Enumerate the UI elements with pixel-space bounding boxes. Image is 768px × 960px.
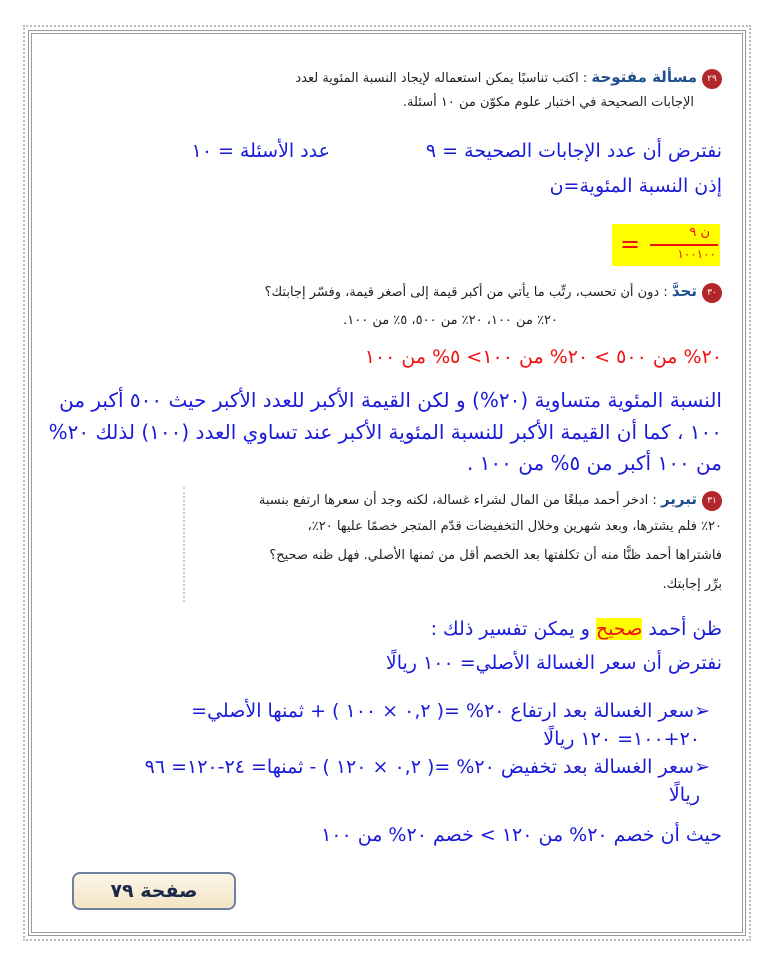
a31-line2: نفترض أن سعر الغسالة الأصلي= ١٠٠ ريالًا	[385, 652, 722, 674]
a31-line5	[145, 756, 710, 778]
q29-number-badge: ٢٩	[702, 69, 722, 89]
decorative-border	[28, 30, 746, 936]
a29-assume-correct: نفترض أن عدد الإجابات الصحيحة = ٩	[425, 140, 722, 162]
q30-text: : دون أن تحسب، رتِّب ما يأتي من أكبر قيمة إلى أصغر قيمة، وفسّر إجابتك؟	[264, 285, 668, 300]
q31-line4: برِّر إجابتك.	[662, 577, 722, 592]
q31-text: : ادخر أحمد مبلغًا من المال لشراء غسالة، لكنه وجد أن سعرها ارتفع بنسبة	[258, 493, 657, 508]
a31-text: ظن أحمد	[648, 618, 722, 640]
q29-line1	[295, 68, 722, 89]
a31-line1	[431, 618, 722, 640]
a30-explain2: ١٠٠ ، كما أن القيمة الأكبر للنسبة المئوية الأكبر عند تساوي العدد (١٠٠) لذلك ٢٠%	[48, 420, 722, 444]
bullet-arrow-icon: ➢	[694, 756, 710, 778]
bullet-arrow-icon: ➢	[694, 700, 710, 722]
q30-line2: ٢٠٪ من ١٠٠، ٢٠٪ من ٥٠٠، ٥٪ من ١٠٠.	[343, 313, 558, 328]
proportion-box	[612, 224, 720, 266]
q31-line1	[259, 490, 722, 511]
q30-number-badge: ٣٠	[702, 283, 722, 303]
a31-highlight-correct: صحيح	[595, 618, 643, 640]
a31-text: و يمكن تفسير ذلك :	[430, 618, 590, 640]
a31-line4: ٢٠+١٠٠= ١٢٠ ريالًا	[543, 728, 700, 750]
a30-order: ٢٠% من ٥٠٠ > ٢٠% من ١٠٠> ٥% من ١٠٠	[364, 346, 722, 368]
q29-keyword: مسألة مفتوحة	[591, 68, 697, 86]
fraction-numerator: ن ٩	[689, 225, 710, 240]
q31-number-badge: ٣١	[702, 491, 722, 511]
q29-line2: الإجابات الصحيحة في اختبار علوم مكوّن من ١٠ أسئلة.	[402, 95, 694, 110]
q30-line1	[265, 282, 722, 303]
a29-percent: إذن النسبة المئوية=ن	[549, 175, 722, 197]
a31-line6: ريالًا	[668, 784, 700, 806]
equals-sign: =	[620, 230, 641, 258]
q31-line3: فاشتراها أحمد ظنًّا منه أن تكلفتها بعد الخصم أقل من ثمنها الأصلي. فهل ظنه صحيح؟	[269, 548, 722, 563]
q29-text: : اكتب تناسبًا يمكن استعماله لإيجاد النسبة المئوية لعدد	[295, 71, 588, 86]
a31-text: سعر الغسالة بعد ارتفاع ٢٠% =( ٠,٢ × ١٠٠ ) + ثمنها الأصلي=	[191, 700, 695, 722]
q30-keyword: تحدَّ	[671, 282, 697, 300]
a31-line7: حيث أن خصم ٢٠% من ١٢٠ > خصم ٢٠% من ١٠٠	[321, 824, 722, 846]
a30-explain1: النسبة المئوية متساوية (٢٠%) و لكن القيمة الأكبر للعدد الأكبر حيث ٥٠٠ أكبر من	[59, 388, 722, 412]
a30-explain3: من ١٠٠ أكبر من ٥% من ١٠٠ .	[466, 451, 722, 475]
q31-keyword: تبرير	[660, 490, 697, 508]
a31-line3	[191, 700, 710, 722]
fraction-denominator: ١٠٠١٠٠	[677, 247, 716, 261]
a31-text: سعر الغسالة بعد تخفيض ٢٠% =( ٠,٢ × ١٢٠ ) - ثمنها= ٢٤-١٢٠= ٩٦	[144, 756, 695, 778]
q31-line2: ٢٠٪ فلم يشترها، وبعد شهرين وخلال التخفيضات قدّم المتجر خصمًا عليها ٢٠٪،	[307, 519, 722, 534]
a29-questions-count: عدد الأسئلة = ١٠	[191, 140, 330, 162]
fraction-bar	[650, 244, 718, 246]
page-number-badge: صفحة ٧٩	[72, 872, 236, 910]
